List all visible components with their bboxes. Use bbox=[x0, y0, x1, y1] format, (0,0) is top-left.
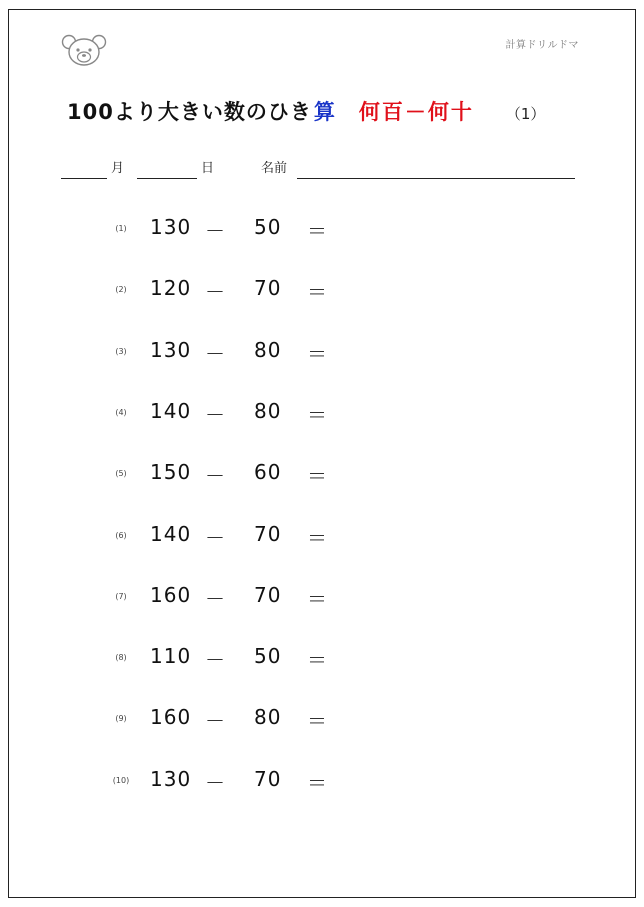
problem-number: (3) bbox=[115, 346, 127, 356]
title-main: 100より大きい数のひき bbox=[67, 100, 312, 124]
subtrahend: 70 bbox=[254, 582, 282, 607]
minus-sign: － bbox=[205, 525, 225, 550]
name-blank[interactable] bbox=[297, 178, 575, 179]
equals-sign: ＝ bbox=[307, 586, 327, 611]
day-blank[interactable] bbox=[137, 178, 197, 179]
minuend: 130 bbox=[150, 215, 192, 239]
equals-sign: ＝ bbox=[307, 464, 327, 489]
subtrahend: 50 bbox=[254, 644, 282, 669]
problem-row bbox=[9, 582, 637, 612]
minus-sign: － bbox=[205, 219, 225, 243]
minuend: 130 bbox=[150, 766, 192, 791]
equals-sign: ＝ bbox=[307, 280, 327, 305]
problem-number: (4) bbox=[115, 407, 127, 417]
student-info-row bbox=[61, 155, 581, 185]
problem-row bbox=[9, 521, 637, 551]
equals-sign: ＝ bbox=[307, 219, 327, 243]
equals-sign: ＝ bbox=[307, 402, 327, 427]
minus-sign: － bbox=[205, 402, 225, 427]
equals-sign: ＝ bbox=[307, 770, 327, 795]
subtrahend: 80 bbox=[254, 705, 282, 730]
minuend: 110 bbox=[150, 644, 192, 669]
minuend: 160 bbox=[150, 582, 192, 607]
equals-sign: ＝ bbox=[307, 648, 327, 673]
minuend: 120 bbox=[150, 276, 192, 301]
problem-row bbox=[9, 337, 637, 367]
minuend: 140 bbox=[150, 398, 192, 423]
minuend: 140 bbox=[150, 521, 192, 546]
minuend: 130 bbox=[150, 337, 192, 362]
minus-sign: － bbox=[205, 464, 225, 489]
title-accent: 算 bbox=[313, 100, 335, 124]
problem-row bbox=[9, 398, 637, 428]
problem-row bbox=[9, 214, 637, 244]
subtrahend: 70 bbox=[254, 276, 282, 301]
problem-number: (8) bbox=[115, 653, 127, 663]
equals-sign: ＝ bbox=[307, 709, 327, 734]
brand-label: 計算ドリルドマ bbox=[505, 40, 579, 51]
problem-number: (5) bbox=[115, 469, 127, 479]
equals-sign: ＝ bbox=[307, 341, 327, 366]
problem-number: (9) bbox=[115, 714, 127, 724]
bear-face-icon bbox=[61, 32, 107, 68]
minuend: 160 bbox=[150, 705, 192, 730]
problem-number: (1) bbox=[115, 224, 127, 233]
name-label: 名前 bbox=[261, 161, 288, 176]
subtrahend: 70 bbox=[254, 766, 282, 791]
sheet-number: （1） bbox=[505, 105, 546, 123]
subtrahend: 70 bbox=[254, 521, 282, 546]
problem-row bbox=[9, 275, 637, 305]
problem-row bbox=[9, 459, 637, 489]
month-label: 月 bbox=[111, 161, 125, 176]
problem-row bbox=[9, 766, 637, 796]
subtrahend: 50 bbox=[254, 215, 282, 239]
minus-sign: － bbox=[205, 770, 225, 795]
day-label: 日 bbox=[201, 161, 215, 176]
minus-sign: － bbox=[205, 709, 225, 734]
minus-sign: － bbox=[205, 648, 225, 673]
title-subtitle: 何百－何十 bbox=[358, 100, 474, 124]
month-blank[interactable] bbox=[61, 178, 107, 179]
problem-row bbox=[9, 643, 637, 673]
problem-number: (7) bbox=[115, 591, 127, 601]
equals-sign: ＝ bbox=[307, 525, 327, 550]
minus-sign: － bbox=[205, 586, 225, 611]
minuend: 150 bbox=[150, 460, 192, 485]
problem-number: (6) bbox=[115, 530, 127, 540]
subtrahend: 80 bbox=[254, 337, 282, 362]
problem-number: (2) bbox=[115, 285, 127, 295]
subtrahend: 80 bbox=[254, 398, 282, 423]
worksheet-page bbox=[8, 9, 636, 898]
subtrahend: 60 bbox=[254, 460, 282, 485]
problem-row bbox=[9, 704, 637, 734]
worksheet-title bbox=[67, 96, 587, 136]
problem-number: (10) bbox=[112, 775, 130, 785]
minus-sign: － bbox=[205, 280, 225, 305]
minus-sign: － bbox=[205, 341, 225, 366]
